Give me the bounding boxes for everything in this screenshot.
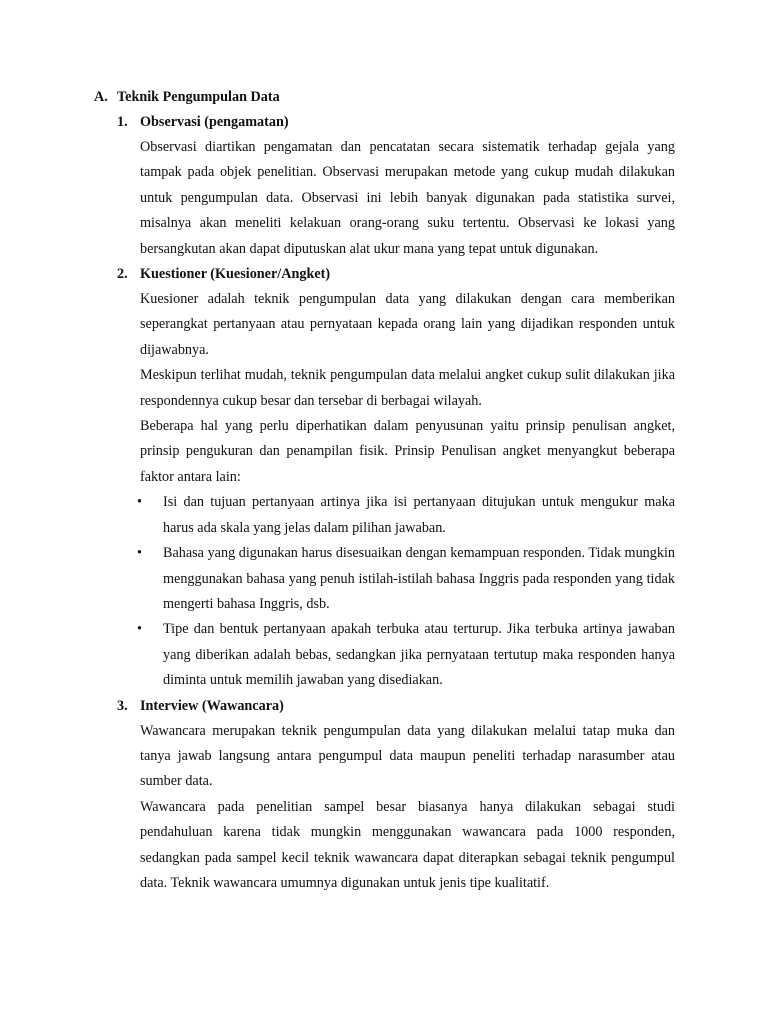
bullet-icon: • — [137, 545, 142, 562]
paragraph: Beberapa hal yang perlu diperhatikan dalam penyusunan yaitu prinsip penulisan angket, prinsip pengukuran dan penampilan fisik. Prinsip Penulisan angket menyangkut beberapa faktor antara lain: — [140, 418, 675, 485]
section-heading — [0, 85, 768, 110]
item-number: 1. — [117, 114, 128, 130]
paragraph: Wawancara pada penelitian sampel besar biasanya hanya dilakukan sebagai studi pendahuluan karena tidak mungkin menggunakan wawancara pada 1000 responden, sedangkan pada sampel kecil teknik wawancara dapat diterapkan sebagai teknik pengumpul data. Teknik wawancara umumnya digunakan untuk jenis tipe kualitatif. — [140, 798, 675, 891]
paragraph: Meskipun terlihat mudah, teknik pengumpulan data melalui angket cukup sulit dilakukan jika respondennya cukup besar dan tersebar di berbagai wilayah. — [140, 367, 675, 409]
bullet-icon: • — [137, 621, 142, 638]
item-heading-interview — [0, 694, 768, 719]
bullet-text: Isi dan tujuan pertanyaan artinya jika isi pertanyaan ditujukan untuk mengukur maka harus ada skala yang jelas dalam pilihan jawaban. — [163, 494, 675, 536]
item-title: Interview (Wawancara) — [140, 697, 284, 714]
item-heading-observasi — [0, 110, 768, 135]
section-marker: A. — [94, 89, 108, 105]
bullet-text: Bahasa yang digunakan harus disesuaikan dengan kemampuan responden. Tidak mungkin menggunakan bahasa yang penuh istilah-istilah bahasa Inggris pada responden yang tidak mengerti bahasa Inggris, dsb. — [163, 545, 675, 612]
paragraph: Observasi diartikan pengamatan dan pencatatan secara sistematik terhadap gejala yang tampak pada objek penelitian. Observasi merupakan metode yang cukup mudah dilakukan untuk pengumpulan data. Observasi ini lebih banyak digunakan pada statistika survei, misalnya akan meneliti kelakuan orang-orang suku tertentu. Observasi ke lokasi yang bersangkutan akan dapat diputuskan alat ukur mana yang tepat untuk digunakan. — [140, 139, 675, 257]
paragraph: Wawancara merupakan teknik pengumpulan data yang dilakukan melalui tatap muka dan tanya jawab langsung antara pengumpul data maupun peneliti terhadap narasumber atau sumber data. — [140, 722, 675, 790]
list-item — [137, 490, 675, 541]
bullet-list — [0, 490, 768, 693]
item-number: 3. — [117, 697, 128, 714]
section-title: Teknik Pengumpulan Data — [117, 89, 280, 105]
document-content — [0, 85, 768, 896]
bullet-text: Tipe dan bentuk pertanyaan apakah terbuka atau terturup. Jika terbuka artinya jawaban yang diberikan adalah bebas, sedangkan jika pernyataan tertutup maka responden hanya diminta untuk memilih jawaban yang disediakan. — [163, 621, 675, 689]
item-number: 2. — [117, 266, 128, 283]
list-item — [137, 541, 675, 617]
paragraph: Kuesioner adalah teknik pengumpulan data yang dilakukan dengan cara memberikan seperangkat pertanyaan atau pernyataan kepada orang lain yang dijadikan responden untuk dijawabnya. — [140, 291, 675, 358]
item-title: Observasi (pengamatan) — [140, 114, 289, 130]
bullet-icon: • — [137, 494, 142, 511]
item-heading-kuestioner — [0, 262, 768, 287]
list-item — [137, 617, 675, 693]
item-title: Kuestioner (Kuesioner/Angket) — [140, 266, 331, 283]
